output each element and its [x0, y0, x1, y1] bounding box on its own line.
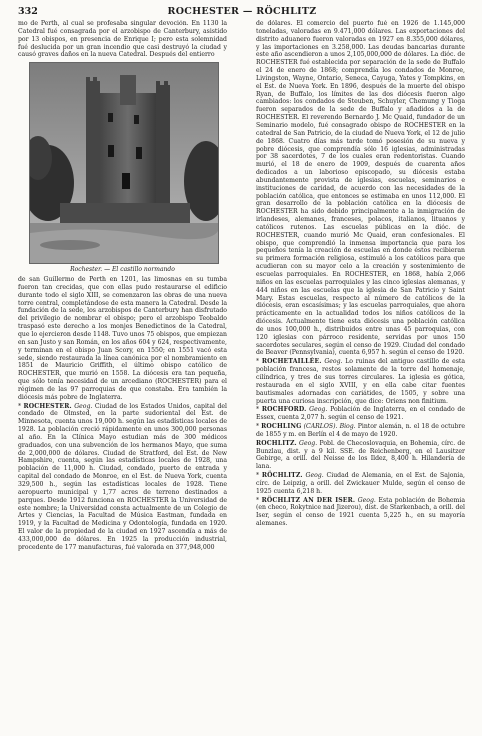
entry-text: Ciudad de los Estados Unidos, capital del condado de Olmsted, en la parte sudoriental del Est. de Minnesota, cuenta unos 19,000 h. según las estadísticas locales de 1928. La población creció rápidamente en unos 300,000 personas al año. En la Clínica Mayo estudian más de 300 médicos graduados, con una subvención de los hermanos Mayo, que suma de 2,000,000 de dólares.: [18, 402, 227, 457]
entry-text: Ciudad de Alemania, en el Est. de Sajonia, círc. de Leipzig, a orill. del Zwickauer Mulde, según el censo de 1925 cuenta 6,218 h.: [256, 472, 465, 495]
paragraph: mo de Perth, al cual se profesaba singular devoción. En 1130 la Catedral fué consagrada por el arzobispo de Canterbury, asistido por 13 obispos, en presencia de Enrique I; pero esta solemnidad fué deslucida por un gran incendio que casi destruyó la ciudad y causó graves daños en la nueva Catedral. Después del entierro: [18, 20, 227, 59]
figure-caption: Rochester. — El castillo normando: [70, 266, 175, 274]
castle-photo: [29, 62, 219, 264]
figure: [29, 62, 217, 274]
entry-category: Geog.: [305, 472, 324, 480]
entry-text: Lo ruinas del antiguo castillo de esta población francesa, restos solamente de la torre del homenaje, cilíndrica, y tres de sus torres circulares. La iglesia es gótica, restaurada en el siglo XVIII, y en ella cabe citar fuentes bautismales adornadas con cariátides, de 1505, y sobre una puerta una curiosa inscripción, que dice: Oriens non finitium.: [256, 358, 465, 405]
entry-category: Geog.: [309, 406, 328, 414]
entry-headword: ROCHESTER.: [23, 402, 72, 410]
entry-text: Pintor alemán, n. el 18 de octubre de 1855 y m. en Berlín el 4 de mayo de 1920.: [256, 423, 465, 438]
dictionary-entry: * RÖCHLITZ. Geog. Ciudad de Alemania, en el Est. de Sajonia, círc. de Leipzig, a orill. del Zwickauer Mulde, según el censo de 1925 cuenta 6,218 h.: [256, 472, 465, 495]
dictionary-entry: * ROCHESTER. Geog. Ciudad de los Estados Unidos, capital del condado de Olmsted, en la parte sudoriental del Est. de Minnesota, cuenta unos 19,000 h. según las estadísticas locales de 1928. La población creció rápidamente en unos 300,000 personas al año. En la Clínica Mayo estudian más de 300 médicos graduados, con una subvención de los hermanos Mayo, que suma de 2,000,000 de dólares. Ciudad de Stratford, del Est. de New Hampshire, cuenta, según las estadísticas locales de 1928, una población de 11,000 h. Ciudad, condado, puerto de entrada y capital del condado de Monroe, en el Est. de Nueva York, cuenta 329,500 h., según las estadísticas locales de 1928. Tiene aeropuerto municipal y 1,77 acres de terreno destinados a parques. Desde 1912 funciona en ROCHESTER la Universidad de este nombre; la Universidad consta actualmente de un Colegio de Artes y Ciencias, la Facultad de Música Eastman, fundada en 1919, y la Facultad de Medicina y Odontología, fundada en 1920. El valor de la propiedad de la ciudad en 1927 ascendía a más de 433,000,000 de dólares. En 1925 la producción industrial, procedente de 177 manufacturas, fué valorada en 377,948,000: [18, 402, 227, 551]
entry-headword: ROCHLING: [261, 423, 302, 431]
castle-illustration: [30, 63, 218, 263]
entry-text: Población de Inglaterra, en el condado de Essex, cuenta 2,077 h. según el censo de 1921.: [256, 406, 465, 422]
entry-category: Geog.: [357, 496, 376, 504]
entry-headword: ROCHFORD.: [261, 406, 307, 414]
paragraph: de dólares. El comercio del puerto fué en 1926 de 1.145,000 toneladas, valoradas en 9.471,000 dólares. Las exportaciones del distrito aduanero fueron valoradas en 1927 en 8.355,000 dólares, y las importaciones en 3.258,000. Las deudas bancarias durante este año ascendieron a unos 2,105,000,000 de dólares. La dióc. de ROCHESTER fué establecida por separación de la sede de Buffalo el 24 de enero de 1868; comprendía los condados de Monroe, Livingston, Wayne, Ontario, Seneca, Cayuga, Yates y Tompkins, en el Est. de Nueva York. En 1896, después de la muerte del obispo Ryan, de Buffalo, los límites de las dos diócesis fueron algo cambiados: los condados de Steuben, Schuyler, Chemung y Tioga fueron separados de la sede de Buffalo y añadidos a la de ROCHESTER. El reverendo Bernardo J. Mc Quaid, fundador de un Seminario modelo, fué consagrado obispo de ROCHESTER en la catedral de San Patricio, de la ciudad de Nueva York, el 12 de julio de 1868. Cuatro días más tarde tomó posesión de su nueva y pobre diócesis, que comprendía sólo 16 iglesias, administradas por 38 sacerdotes, 7 de los cuales eran redentoristas. Cuando murió, el 18 de enero de 1909, después de cuarenta años dedicados a un laborioso episcopado, su diócesis estaba abundantemente provista de iglesias, escuelas, seminarios e instituciones de caridad, de acuerdo con las necesidades de la población católica, que entonces se estimaba en unos 112,000. El gran desarrollo de la población católica en la diócesis de ROCHESTER ha sido debido principalmente a la inmigración de irlandeses, alemanes, franceses, polacos, italianos, lituanos y católicos rutenos. Las escuelas públicas en la dióc. de ROCHESTER, cuando murió Mc Quaid, eran confesionales. El obispo, que comprendió la inmensa importancia que para los pequeños tenía la creación de escuelas en donde éstos recibieran su primera formación religiosa, estimuló a los católicos para que acudieran con su mayor celo a la creación y sostenimiento de escuelas parroquiales. En ROCHESTER, en 1868, había 2,066 niños en las escuelas parroquiales y las cinco iglesias alemanas, y 444 niños en las escuelas que la iglesia de San Patricio y Saint Mary. Estas escuelas, respecto al número de católicos de la diócesis, eran escasísimas; y las escuelas parroquiales, que ahora prácticamente en la actualidad todos los niños católicos de la diócesis. Actualmente tiene esta diócesis una población católica de unos 100,000 h., distribuidos entre unas 45 parroquias, con 120 iglesias con párroco residente, servidas por unos 150 sacerdotes seculares, según el censo de 1929. Ciudad del condado de Beaver (Pennsylvania), cuenta 6,957 h. según el censo de 1920.: [256, 20, 465, 357]
entry-text: Esta población de Bohemia (en checo, Rokytnice nad Jizerou), dist. de Starkenbach, a orill. del Iser, según el censo de 1921 cuenta 5,225 h., en su mayoría alemanes.: [256, 496, 465, 528]
dictionary-entry: [256, 440, 465, 471]
entry-headword: RÖCHLITZ.: [261, 472, 303, 480]
entry-category: Geog.: [324, 358, 343, 366]
left-column: [18, 20, 227, 720]
entry-text: Ciudad de Stratford, del Est. de New Hampshire, cuenta, según las estadísticas locales de 1928, una población de 11,000 h. Ciudad, condado, puerto de entrada y capital del condado de Monroe, en el Est. de Nueva York, cuenta 329,500 h., según las estadísticas locales de 1928. Tiene aeropuerto municipal y 1,77 acres de terreno destinados a parques. Desde 1912 funciona en ROCHESTER la Universidad de este nombre; la Universidad consta actualmente de un Colegio de Artes y Ciencias, la Facultad de Música Eastman, fundada en 1919, y la Facultad de Medicina y Odontología, fundada en 1920. El valor de la propiedad de la ciudad en 1927 ascendía a más de 433,000,000 de dólares. En 1925 la producción industrial, procedente de 177 manufacturas, fué valorada en 377,948,000: [18, 449, 227, 551]
entry-headword: RÖCHLITZ AN DER ISER.: [261, 496, 356, 504]
page-number: 332: [18, 6, 38, 17]
dictionary-entry: * RÖCHLITZ AN DER ISER. Geog. Esta población de Bohemia (en checo, Rokytnice nad Jizerou), dist. de Starkenbach, a orill. del Iser, según el censo de 1921 cuenta 5,225 h., en su mayoría alemanes.: [256, 496, 465, 528]
paragraph: de san Guillermo de Perth en 1201, las limosnas en su tumba fueron tan crecidas, que con ellas pudo restaurarse el edificio durante todo el siglo XIII, se comenzaron las obras de una nueva torre central, completándose de esta manera la Catedral. Desde la fundación de la sede, los arzobispos de Canterbury han disfrutado del privilegio de nombrar el obispo; pero el arzobispo Teobaldo traspasó este derecho a los monjes Benedictinos de la Catedral, que lo ejercieron desde 1148. Tuvo unos 75 obispos, que empiezan en san Justo y san Román, en los años 604 y 624, respectivamente, y terminan en el obispo Juan Scory, en 1550; en 1551 vacó esta sede, siendo restaurada la línea canónica por el nombramiento en 1851 de Mauricio Griffith, el último obispo católico de ROCHESTER, que murió en 1558. La diócesis era tan pequeña, que sólo tenía necesidad de un arcediano (ROCHESTER) para el régimen de las 97 parroquias de que constaba. Era también la diócesis más pobre de Inglaterra.: [18, 276, 227, 401]
page-header: [18, 6, 466, 20]
right-column: [256, 20, 465, 720]
entry-category: Geog.: [74, 402, 93, 410]
running-title: ROCHESTER — RÖCHLITZ: [167, 6, 317, 17]
entry-category: (CARLOS). Biog.: [303, 423, 356, 431]
entry-headword: ROCHLITZ.: [256, 439, 297, 447]
entry-text: Pobl. de Checoslovaquia, en Bohemia, círc. de Bunzlau, dist. y a 9 kil. SSE. de Reichenberg, en el Lausitzer Gebirge, a orill. del Neisse de los Ildez, 8,400 h. Hilandería de lana.: [256, 439, 465, 471]
entry-category: Geog.: [299, 439, 318, 447]
dictionary-entry: * ROCHFORD. Geog. Población de Inglaterra, en el condado de Essex, cuenta 2,077 h. según el censo de 1921.: [256, 406, 465, 422]
entry-headword: ROCHETAILLÉE.: [261, 358, 322, 366]
dictionary-entry: * ROCHETAILLÉE. Geog. Lo ruinas del antiguo castillo de esta población francesa, restos solamente de la torre del homenaje, cilíndrica, y tres de sus torres circulares. La iglesia es gótica, restaurada en el siglo XVIII, y en ella cabe citar fuentes bautismales adornadas con cariátides, de 1505, y sobre una puerta una curiosa inscripción, que dice: Oriens non finitium.: [256, 358, 465, 405]
dictionary-entry: * ROCHLING (CARLOS). Biog. Pintor alemán, n. el 18 de octubre de 1855 y m. en Berlín el 4 de mayo de 1920.: [256, 423, 465, 438]
